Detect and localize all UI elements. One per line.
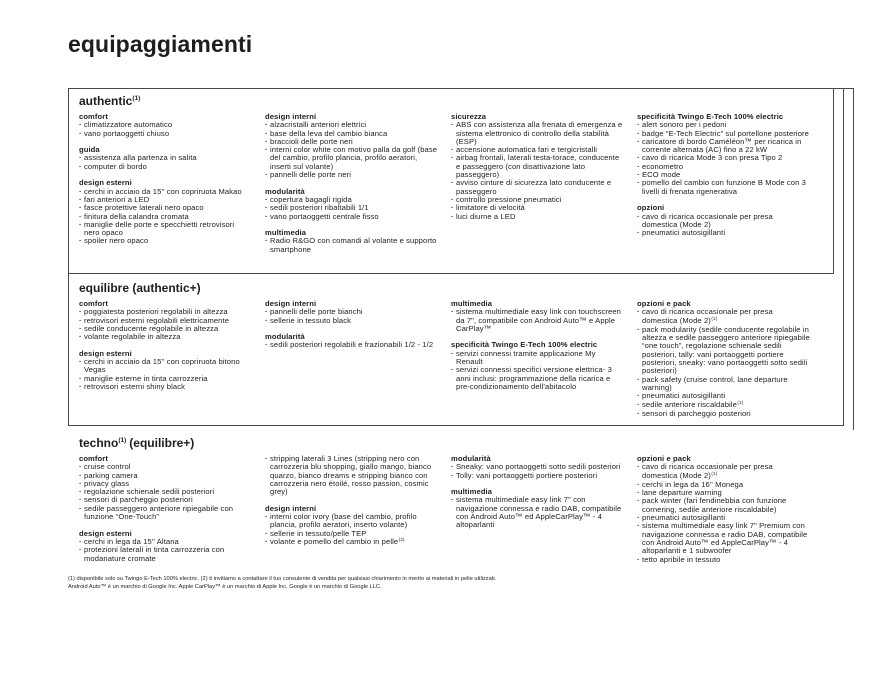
column-4 <box>637 300 810 426</box>
footnotes <box>68 575 496 591</box>
feature-item: · finitura della calandra cromata <box>79 213 252 221</box>
trim-section-equilibre <box>79 281 824 426</box>
feature-list <box>265 513 438 547</box>
footnote-ref: (2) <box>398 537 405 543</box>
column-3 <box>451 113 624 262</box>
feature-list <box>265 308 438 325</box>
feature-item: · vano portaoggetti chiuso <box>79 130 252 138</box>
trim-name: techno <box>79 436 119 450</box>
feature-group <box>451 455 624 480</box>
feature-group <box>79 146 252 171</box>
group-heading: opzioni <box>637 203 665 213</box>
feature-item: · parking camera <box>79 472 252 480</box>
page-title: equipaggiamenti <box>68 31 253 57</box>
feature-list <box>265 455 438 496</box>
feature-item: · Radio R&GO con comandi al volante e supporto smartphone <box>265 237 438 254</box>
feature-list <box>79 358 252 391</box>
feature-item: · regolazione schienale sedili posteriori <box>79 488 252 496</box>
feature-list <box>451 496 624 529</box>
feature-group <box>79 179 252 245</box>
trim-title <box>79 281 824 295</box>
feature-item: · poggiatesta posteriori regolabili in altezza <box>79 308 252 316</box>
feature-item: · sensori di parcheggio posteriori <box>637 410 810 418</box>
footnote-ref: (1) <box>711 316 718 321</box>
feature-group <box>79 530 252 563</box>
feature-item: · privacy glass <box>79 480 252 488</box>
feature-item <box>265 538 438 547</box>
feature-item: · maniglie delle porte e specchietti retrovisori nero opaco <box>79 221 252 238</box>
feature-item: · ECO mode <box>637 171 810 179</box>
feature-list <box>265 121 438 179</box>
footnote-line: (1) disponibile solo su Twingo E-Tech 100% electric. (2) ti invitiamo a contattare il tuo consulente di vendita per qualsiasi chiarimento in merito ai materiali in pelle utilizzati. <box>68 576 497 582</box>
feature-item: · copertura bagagli rigida <box>265 196 438 204</box>
feature-item: · pneumatici autosigillanti <box>637 514 810 522</box>
feature-item: · airbag frontali, laterali testa-torace, conducente e passeggero (con disattivazione lato passeggero) <box>451 154 624 179</box>
trim-title <box>79 436 824 450</box>
feature-item <box>637 308 810 326</box>
feature-list <box>265 237 438 254</box>
feature-group <box>79 350 252 391</box>
feature-text: cavo di ricarica occasionale per presa domestica (Mode 2) <box>642 307 773 325</box>
feature-item: · servizi connessi specifici versione elettrica- 3 anni inclusi: programmazione della ricarica e pre-condizionamento dell’abitacolo <box>451 366 624 391</box>
feature-group <box>637 300 810 418</box>
feature-text: sedile anteriore riscaldabile <box>642 399 737 409</box>
footnote-ref: (1) <box>737 399 744 405</box>
feature-item: · sensori di parcheggio posteriori <box>79 496 252 504</box>
feature-item: · pack safety (cruise control, lane departure warning) <box>637 376 810 393</box>
feature-list <box>451 121 624 221</box>
feature-item: · fari anteriori a LED <box>79 196 252 204</box>
column-1 <box>79 113 252 262</box>
feature-item: · cerchi in acciaio da 15'' con copriruota Makao <box>79 188 252 196</box>
group-heading: design esterni <box>79 348 132 358</box>
group-heading: design esterni <box>79 528 132 538</box>
feature-item: · sellerie in tessuto black <box>265 317 438 325</box>
feature-list <box>79 188 252 246</box>
feature-item: · volante regolabile in altezza <box>79 333 252 341</box>
feature-group <box>265 113 438 179</box>
feature-columns <box>79 455 824 572</box>
feature-text: cavo di ricarica occasionale per presa domestica (Mode 2) <box>642 462 773 480</box>
group-heading: modularità <box>265 186 305 196</box>
feature-item: · sistema multimediale easy link 7" con navigazione connessa e radio DAB, compatibile con Android Auto™ ed AppleCarPlay™ - 4 altoparlanti <box>451 496 624 529</box>
group-heading: opzioni e pack <box>637 299 691 308</box>
trim-section-techno <box>79 436 824 572</box>
feature-group <box>637 113 810 196</box>
feature-item: · luci diurne a LED <box>451 213 624 221</box>
feature-list <box>637 213 810 238</box>
feature-item: · pomello del cambio con funzione B Mode con 3 livelli di frenata rigenerativa <box>637 179 810 196</box>
feature-list <box>79 121 252 138</box>
group-heading: multimedia <box>265 228 307 238</box>
group-heading: comfort <box>79 454 108 463</box>
column-3 <box>451 455 624 572</box>
feature-item: · ABS con assistenza alla frenata di emergenza e sistema elettronico di controllo della stabilità (ESP) <box>451 121 624 146</box>
feature-item: · computer di bordo <box>79 163 252 171</box>
feature-group <box>79 455 252 521</box>
feature-list <box>265 341 438 349</box>
feature-list <box>637 121 810 196</box>
feature-item: · interni color ivory (base del cambio, profilo plancia, profilo aeratori, inserto volante) <box>265 513 438 530</box>
column-4 <box>637 455 810 572</box>
feature-item: · stripping laterali 3 Lines (stripping nero con carrozzeria blu shopping, giallo mango, bianco quarzo, bianco dreams e stripping bianco con carrozzeria nero étoilé, rosso passion, cosmic grey) <box>265 455 438 496</box>
feature-item: · retrovisori esterni shiny black <box>79 383 252 391</box>
group-heading: comfort <box>79 112 108 121</box>
group-heading: modularità <box>451 454 491 463</box>
feature-item: · accensione automatica fari e tergicristalli <box>451 146 624 154</box>
feature-item: · pneumatici autosigillanti <box>637 229 810 237</box>
feature-item: · vano portaoggetti centrale fisso <box>265 213 438 221</box>
feature-item: · alert sonoro per i pedoni <box>637 121 810 129</box>
feature-group <box>79 113 252 138</box>
trim-footnote-ref: (1) <box>118 437 127 444</box>
feature-item: · cerchi in lega da 16'' Monega <box>637 481 810 489</box>
feature-list <box>451 463 624 480</box>
footnote-ref: (1) <box>711 471 718 476</box>
trim-base-note: (equilibre+) <box>129 436 195 450</box>
group-heading: sicurezza <box>451 112 487 121</box>
feature-item: · alzacristalli anteriori elettrici <box>265 121 438 129</box>
column-2 <box>265 113 438 262</box>
feature-item: · sellerie in tessuto/pelle TEP <box>265 530 438 538</box>
feature-columns <box>79 300 824 426</box>
feature-item: · lane departure warning <box>637 489 810 497</box>
trim-footnote-ref: (1) <box>132 95 141 102</box>
feature-item: · cerchi in lega da 15'' Altana <box>79 538 252 546</box>
feature-item: · retrovisori esterni regolabili elettricamente <box>79 317 252 325</box>
feature-group <box>451 488 624 529</box>
feature-item: · Tolly: vani portaoggetti portiere posteriori <box>451 472 624 480</box>
feature-item: · badge “E-Tech Electric” sul portellone posteriore <box>637 130 810 138</box>
feature-item: · cavo di ricarica Mode 3 con presa Tipo 2 <box>637 154 810 162</box>
group-heading: specificità Twingo E-Tech 100% electric <box>451 340 598 350</box>
group-heading: multimedia <box>451 299 493 308</box>
feature-item: · sistema multimediale easy link 7" Premium con navigazione connessa e radio DAB, compatibile con Android Auto™ ed AppleCarPlay™ - 4 altoparlanti e 1 subwoofer <box>637 522 810 555</box>
column-2 <box>265 455 438 572</box>
trim-section-authentic <box>79 94 824 262</box>
feature-item: · avviso cinture di sicurezza lato conducente e passeggero <box>451 179 624 196</box>
feature-group <box>265 455 438 496</box>
feature-item: · pack modularity (sedile conducente regolabile in altezza e sedile passeggero anteriore ripiegabile “one touch”, regolazione schienale sedili posteriori, tally: vani portaoggetti portiere posteriori, sneaky: vano portaoggetti sotto sedili posteriori) <box>637 326 810 376</box>
feature-group <box>637 455 810 564</box>
feature-item: · cerchi in acciaio da 15'' con copriruota bitono Vegas <box>79 358 252 375</box>
feature-columns <box>79 113 824 262</box>
feature-item: · econometro <box>637 163 810 171</box>
feature-item: · fasce protettive laterali nero opaco <box>79 204 252 212</box>
group-heading: opzioni e pack <box>637 454 691 463</box>
feature-item: · servizi connessi tramite applicazione My Renault <box>451 350 624 367</box>
feature-item <box>637 463 810 481</box>
feature-item: · pannelli delle porte neri <box>265 171 438 179</box>
group-heading: modularità <box>265 332 305 342</box>
feature-item: · pannelli delle porte bianchi <box>265 308 438 316</box>
feature-item: · limitatore di velocità <box>451 204 624 212</box>
feature-item: · interni color white con motivo palla da golf (base del cambio, profilo plancia, profilo aeratori, inserti sul volante) <box>265 146 438 171</box>
group-heading: comfort <box>79 299 108 308</box>
feature-item: · spoiler nero opaco <box>79 237 252 245</box>
feature-list <box>451 350 624 391</box>
feature-item: · assistenza alla partenza in salita <box>79 154 252 162</box>
feature-item: · pneumatici autosigillanti <box>637 392 810 400</box>
feature-item: · braccioli delle porte neri <box>265 138 438 146</box>
feature-item: · sedile passeggero anteriore ripiegabile con funzione “One-Touch” <box>79 505 252 522</box>
group-heading: design esterni <box>79 178 132 188</box>
feature-item: · maniglie esterne in tinta carrozzeria <box>79 375 252 383</box>
group-heading: design interni <box>265 112 317 121</box>
feature-item: · Sneaky: vano portaoggetti sotto sedili posteriori <box>451 463 624 471</box>
group-heading: design interni <box>265 503 317 513</box>
group-heading: guida <box>79 145 100 155</box>
feature-group <box>265 300 438 325</box>
trim-name: authentic <box>79 94 133 108</box>
footnote-line: Android Auto™ è un marchio di Google Inc. Apple CarPlay™ è un marchio di Apple Inc. Google è un marchio di Google LLC. <box>68 584 382 590</box>
feature-list <box>265 196 438 221</box>
group-heading: multimedia <box>451 487 493 497</box>
feature-list <box>451 308 624 333</box>
feature-group <box>451 113 624 221</box>
feature-item: · cavo di ricarica occasionale per presa domestica (Mode 2) <box>637 213 810 230</box>
feature-item: · base della leva del cambio bianca <box>265 130 438 138</box>
feature-item: · tetto apribile in tessuto <box>637 556 810 564</box>
feature-item: · caricatore di bordo Caméléon™ per ricarica in corrente alternata (AC) fino a 22 kW <box>637 138 810 155</box>
feature-item: · controllo pressione pneumatici <box>451 196 624 204</box>
feature-group <box>79 300 252 341</box>
feature-group <box>265 505 438 547</box>
group-heading: specificità Twingo E-Tech 100% electric <box>637 112 784 121</box>
feature-list <box>637 463 810 564</box>
column-3 <box>451 300 624 426</box>
feature-item: · protezioni laterali in tinta carrozzeria con modanature cromate <box>79 546 252 563</box>
feature-item: · sedile conducente regolabile in altezza <box>79 325 252 333</box>
feature-item: · climatizzatore automatico <box>79 121 252 129</box>
feature-item: · sedili posteriori regolabili e frazionabili 1/2 - 1/2 <box>265 341 438 349</box>
column-1 <box>79 455 252 572</box>
feature-group <box>451 341 624 391</box>
column-4 <box>637 113 810 262</box>
feature-group <box>265 229 438 254</box>
feature-item: · sedili posteriori ribaltabili 1/1 <box>265 204 438 212</box>
feature-item: · pack winter (fari fendinebbia con funzione cornering, sedile anteriore riscaldabile) <box>637 497 810 514</box>
feature-list <box>79 463 252 521</box>
feature-list <box>79 538 252 563</box>
feature-list <box>637 308 810 418</box>
feature-list <box>79 308 252 341</box>
feature-group <box>265 188 438 221</box>
feature-group <box>451 300 624 333</box>
column-1 <box>79 300 252 426</box>
feature-item: · cruise control <box>79 463 252 471</box>
group-heading: design interni <box>265 299 317 308</box>
trim-name: equilibre (authentic+) <box>79 281 201 295</box>
feature-item: · sistema multimediale easy link con touchscreen da 7", compatibile con Android Auto™ e Apple CarPlay™ <box>451 308 624 333</box>
feature-group <box>265 333 438 350</box>
feature-group <box>637 204 810 237</box>
feature-list <box>79 154 252 171</box>
trim-title <box>79 94 824 108</box>
feature-text: volante e pomello del cambio in pelle <box>270 536 399 546</box>
column-2 <box>265 300 438 426</box>
